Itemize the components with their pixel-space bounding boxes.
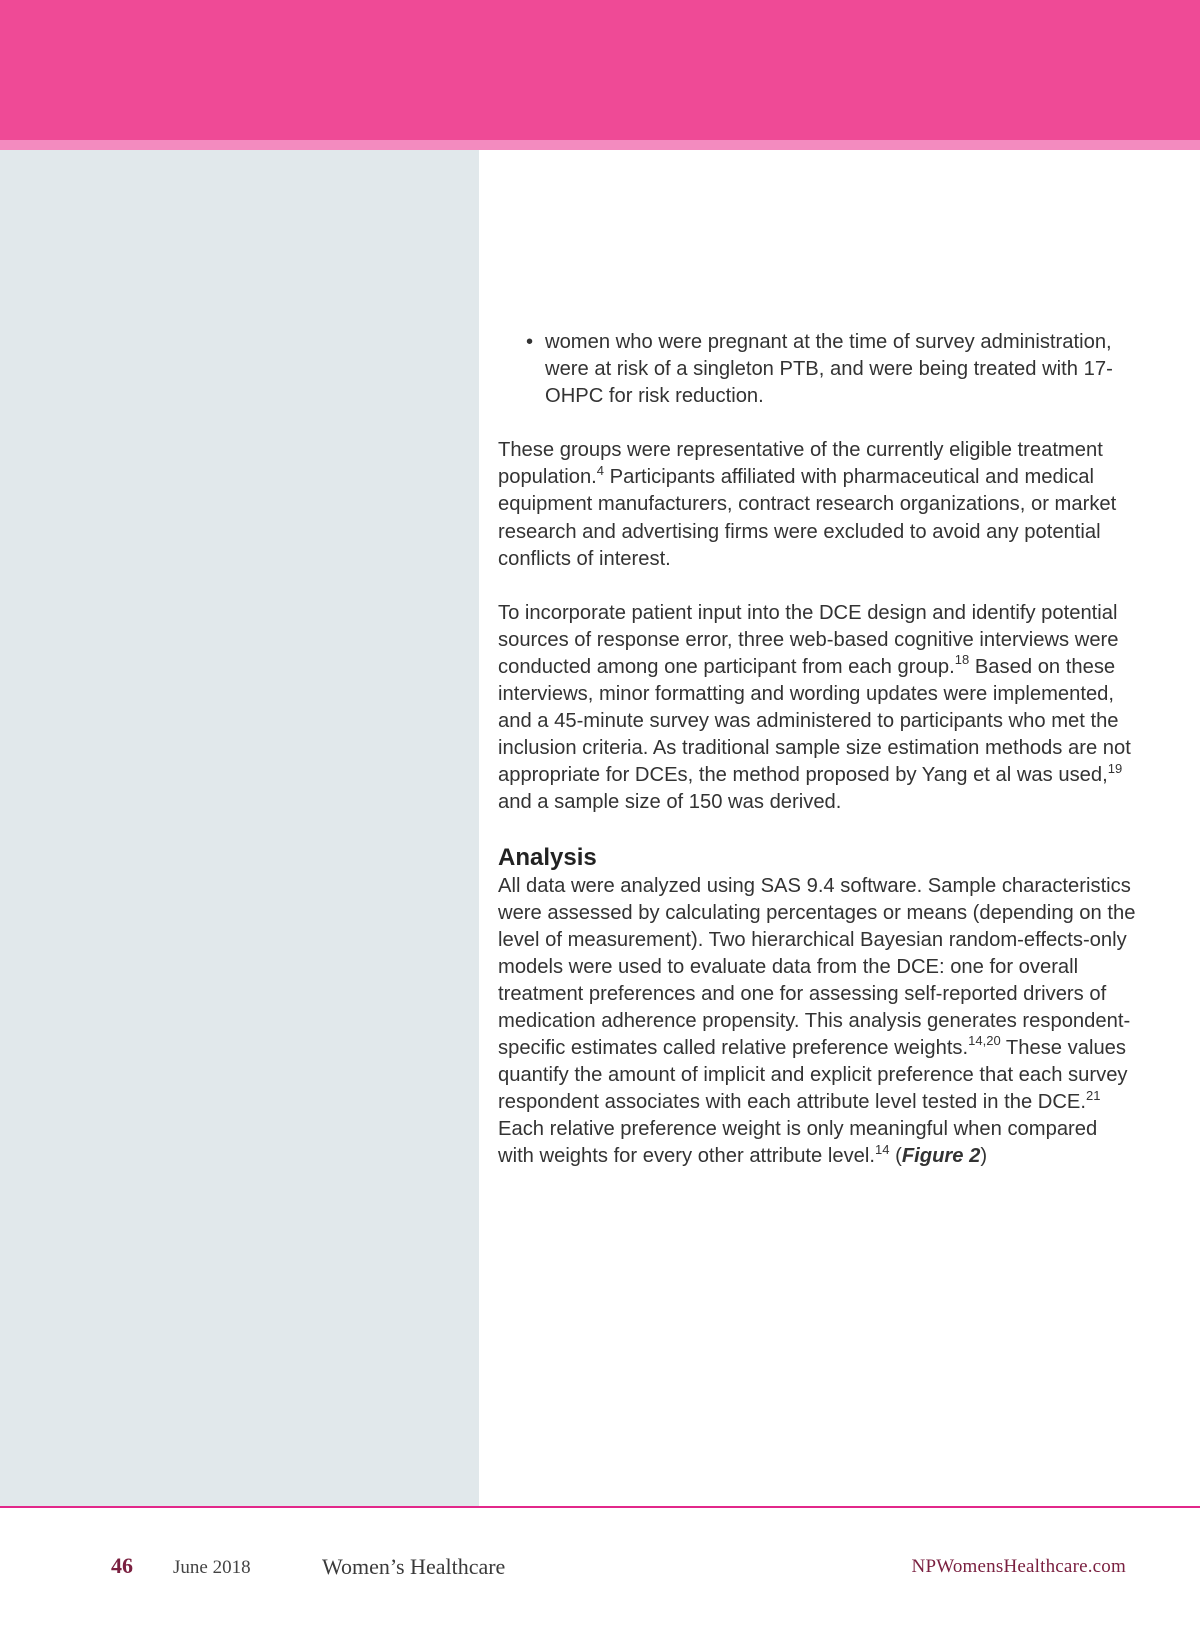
journal-name: Women’s Healthcare bbox=[322, 1554, 506, 1579]
paragraph-interviews bbox=[498, 600, 1138, 817]
paragraph-text: Each relative preference weight is only meaningful when compared with weights for every other attribute level. bbox=[498, 1118, 1098, 1168]
issue-date: June 2018 bbox=[173, 1557, 251, 1578]
paragraph-text: and a sample size of 150 was derived. bbox=[498, 791, 842, 814]
paragraph-text: These groups were representative of the currently eligible treatment population. bbox=[498, 439, 1103, 489]
footer-divider bbox=[0, 1506, 1200, 1508]
reference-superscript: 4 bbox=[596, 462, 605, 478]
list-item bbox=[498, 329, 1138, 410]
reference-superscript: 19 bbox=[1107, 760, 1123, 776]
reference-superscript: 21 bbox=[1086, 1087, 1101, 1103]
bullet-marker: • bbox=[526, 331, 534, 353]
paragraph-text: These values quantify the amount of implicit and explicit preference that each survey respondent associates with each attribute level tested in the DCE. bbox=[498, 1037, 1128, 1114]
paragraph-text: ) bbox=[980, 1145, 988, 1168]
paragraph-analysis bbox=[498, 873, 1138, 1171]
header-band bbox=[0, 0, 1200, 140]
reference-superscript: 18 bbox=[954, 652, 970, 668]
paragraph-text: Based on these interviews, minor formatting and wording updates were implemented, and a 45-minute survey was administered to participants who met the inclusion criteria. As traditional sample size estimation methods are not appropriate for DCEs, the method proposed by Yang et al was used, bbox=[498, 655, 1131, 787]
paragraph-text: Participants affiliated with pharmaceutical and medical equipment manufacturers, contract research organizations, or market research and advertising firms were excluded to avoid any potential conflicts of interest. bbox=[498, 466, 1117, 570]
header-stripe bbox=[0, 140, 1200, 150]
figure-reference-link[interactable]: Figure 2 bbox=[901, 1145, 981, 1168]
paragraph-eligibility bbox=[498, 437, 1138, 572]
bullet-text: women who were pregnant at the time of survey administration, were at risk of a singleton PTB, and were being treated with 17-OHPC for risk reduction. bbox=[545, 331, 1113, 408]
paragraph-text: All data were analyzed using SAS 9.4 software. Sample characteristics were assessed by calculating percentages or means (depending on the level of measurement). Two hierarchical Bayesian random-effects-only models were used to evaluate data from the DCE: one for overall treatment preferences and one for assessing self-reported drivers of medication adherence propensity. This analysis generates respondent-specific estimates called relative preference weights. bbox=[498, 874, 1136, 1060]
paragraph-text: To incorporate patient input into the DCE design and identify potential sources of response error, three web-based cognitive interviews were conducted among one participant from each group. bbox=[498, 601, 1119, 678]
page-number: 46 bbox=[111, 1553, 133, 1578]
section-heading: Analysis bbox=[498, 843, 597, 871]
sidebar-panel bbox=[0, 150, 479, 1506]
reference-superscript: 14 bbox=[875, 1141, 890, 1157]
website-link[interactable]: NPWomensHealthcare.com bbox=[911, 1556, 1126, 1577]
article-body bbox=[498, 329, 1138, 1171]
page-footer bbox=[0, 1553, 1200, 1583]
paragraph-text: ( bbox=[889, 1145, 902, 1168]
reference-superscript: 14,20 bbox=[968, 1033, 1001, 1049]
